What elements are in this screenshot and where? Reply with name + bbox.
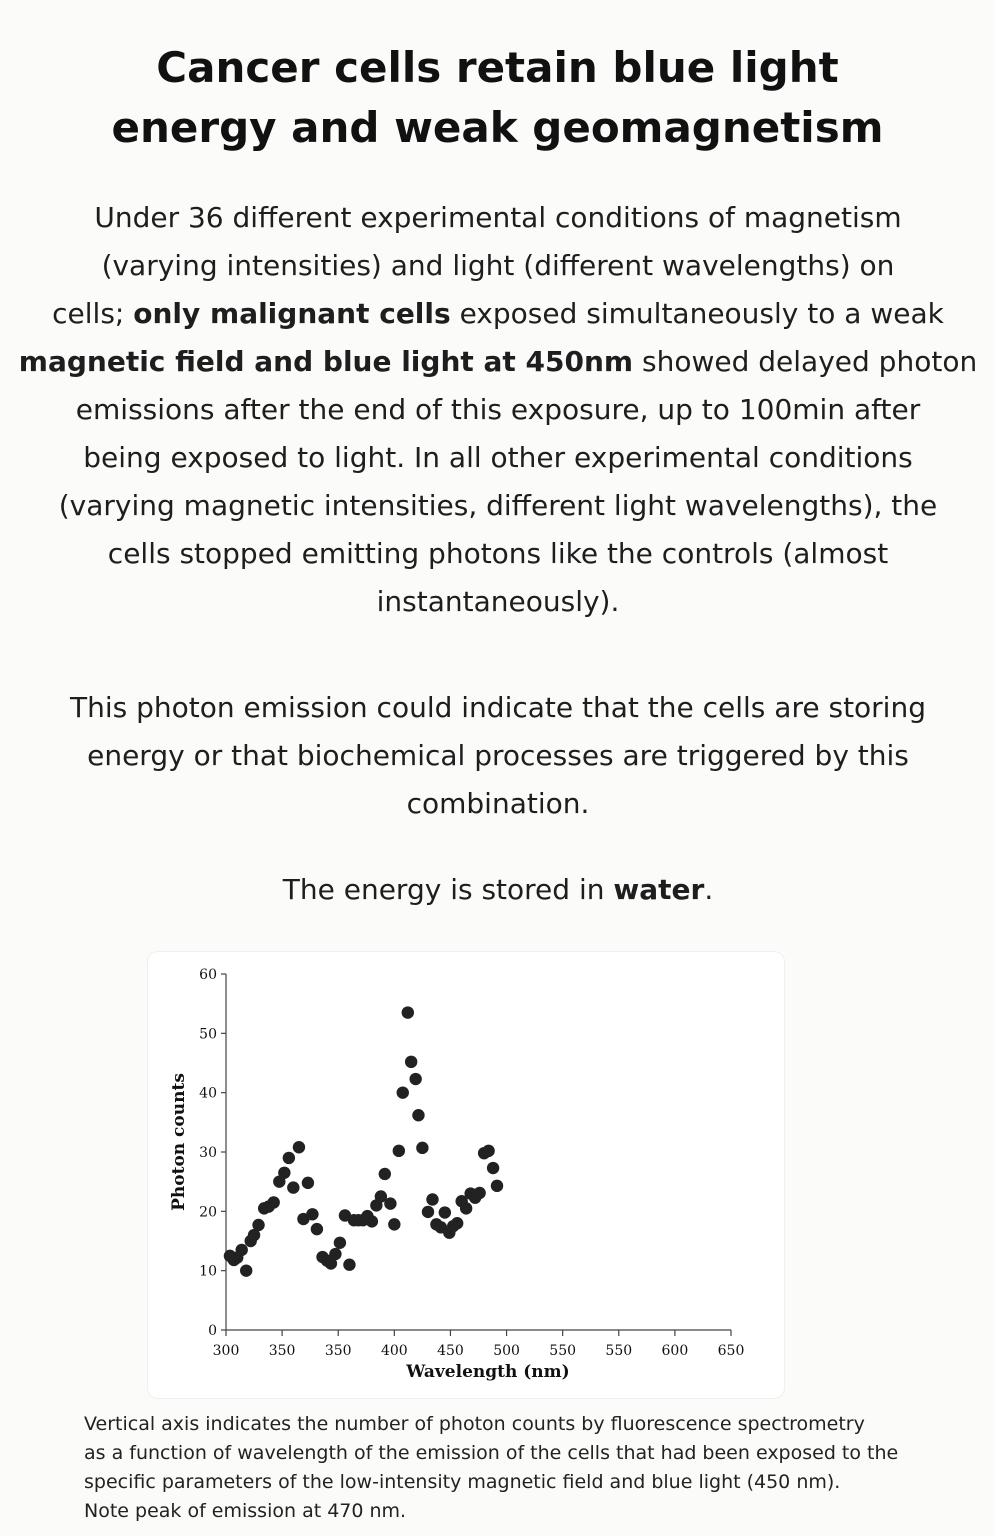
data-points — [224, 1006, 503, 1277]
page-title — [60, 38, 935, 158]
intro-line-3-a: cells; — [52, 297, 134, 330]
intro-line-7: (varying magnetic intensities, different light wavelengths), the — [58, 489, 938, 522]
intro-line-4-bold: magnetic field and blue light at 450nm — [18, 345, 634, 378]
caption-line-3: specific parameters of the low-intensity magnetic field and blue light (450 nm). — [84, 1471, 841, 1493]
x-tick-label: 450 — [437, 1343, 464, 1359]
data-point — [334, 1237, 346, 1249]
intro-line-9: instantaneously). — [376, 585, 620, 618]
intro-line-6: being exposed to light. In all other experimental conditions — [83, 441, 913, 474]
data-point — [402, 1006, 414, 1018]
conclusion-bold: water — [613, 873, 705, 906]
caption-line-2: as a function of wavelength of the emission of the cells that had been exposed to the — [84, 1442, 899, 1464]
scatter-chart — [148, 952, 784, 1398]
data-point — [302, 1177, 314, 1189]
intro-line-5: emissions after the end of this exposure, up to 100min after — [75, 393, 921, 426]
x-tick-label: 550 — [605, 1343, 633, 1359]
data-point — [422, 1206, 434, 1218]
data-point — [405, 1056, 417, 1068]
x-tick-label: 600 — [661, 1343, 689, 1359]
data-point — [409, 1073, 421, 1085]
x-ticks — [213, 1330, 745, 1359]
data-point — [491, 1180, 503, 1192]
y-tick-label: 10 — [199, 1263, 217, 1280]
data-point — [379, 1168, 391, 1180]
data-point — [426, 1193, 438, 1205]
caption-line-1: Vertical axis indicates the number of photon counts by fluorescence spectrometry — [84, 1413, 865, 1435]
data-point — [329, 1248, 341, 1260]
conclusion-a: The energy is stored in — [282, 873, 614, 906]
data-point — [287, 1181, 299, 1193]
intro-line-2: (varying intensities) and light (different wavelengths) on — [101, 249, 895, 282]
data-point — [487, 1162, 499, 1174]
data-point — [267, 1196, 279, 1208]
x-tick-label: 350 — [324, 1343, 352, 1359]
data-point — [343, 1259, 355, 1271]
y-tick-label: 0 — [208, 1323, 217, 1339]
data-point — [397, 1086, 409, 1098]
data-point — [293, 1141, 305, 1153]
intro-line-1: Under 36 different experimental conditions of magnetism — [94, 201, 902, 234]
data-point — [240, 1264, 252, 1276]
hypothesis-line-3: combination. — [406, 787, 590, 820]
x-tick-label: 400 — [380, 1343, 408, 1359]
data-point — [366, 1215, 378, 1227]
data-point — [416, 1142, 428, 1154]
data-point — [412, 1109, 424, 1121]
data-point — [439, 1206, 451, 1218]
data-point — [473, 1187, 485, 1199]
intro-line-3-c: exposed simultaneously to a weak — [450, 297, 944, 330]
data-point — [283, 1152, 295, 1164]
conclusion-c: . — [704, 873, 714, 906]
data-point — [388, 1218, 400, 1230]
x-tick-label: 650 — [717, 1343, 745, 1359]
title-line-2: energy and weak geomagnetism — [111, 103, 884, 152]
intro-line-3 — [18, 290, 978, 338]
hypothesis-line-2: energy or that biochemical processes are triggered by this — [87, 739, 909, 772]
data-point — [311, 1223, 323, 1235]
data-point — [236, 1244, 248, 1256]
y-axis-label: Photon counts — [169, 1073, 189, 1211]
x-tick-label: 350 — [268, 1343, 296, 1359]
intro-line-8: cells stopped emitting photons like the controls (almost — [107, 537, 889, 570]
x-tick-label: 550 — [549, 1343, 577, 1359]
data-point — [306, 1208, 318, 1220]
intro-paragraph — [18, 194, 978, 626]
intro-line-4-b: showed delayed photon — [633, 345, 978, 378]
data-point — [482, 1145, 494, 1157]
data-point — [460, 1202, 472, 1214]
x-tick-label: 300 — [212, 1343, 240, 1359]
y-tick-label: 50 — [199, 1026, 217, 1043]
y-tick-label: 40 — [199, 1085, 217, 1102]
conclusion-line — [18, 866, 978, 914]
y-ticks — [199, 967, 226, 1339]
x-axis-label: Wavelength (nm) — [406, 1362, 570, 1382]
y-tick-label: 30 — [199, 1145, 217, 1161]
data-point — [393, 1145, 405, 1157]
hypothesis-paragraph — [18, 684, 978, 828]
x-tick-label: 500 — [493, 1343, 520, 1359]
hypothesis-line-1: This photon emission could indicate that the cells are storing — [70, 691, 926, 724]
conclusion-paragraph — [18, 866, 978, 914]
figure-caption — [84, 1410, 964, 1526]
data-point — [278, 1167, 290, 1179]
data-point — [252, 1219, 264, 1231]
y-tick-label: 60 — [199, 967, 217, 983]
y-tick-label: 20 — [199, 1204, 217, 1221]
data-point — [451, 1217, 463, 1229]
caption-line-4: Note peak of emission at 470 nm. — [84, 1500, 407, 1522]
intro-line-4 — [18, 338, 978, 386]
title-line-1: Cancer cells retain blue light — [156, 43, 839, 92]
data-point — [384, 1197, 396, 1209]
chart-card — [148, 952, 784, 1398]
intro-line-3-bold: only malignant cells — [133, 297, 451, 330]
